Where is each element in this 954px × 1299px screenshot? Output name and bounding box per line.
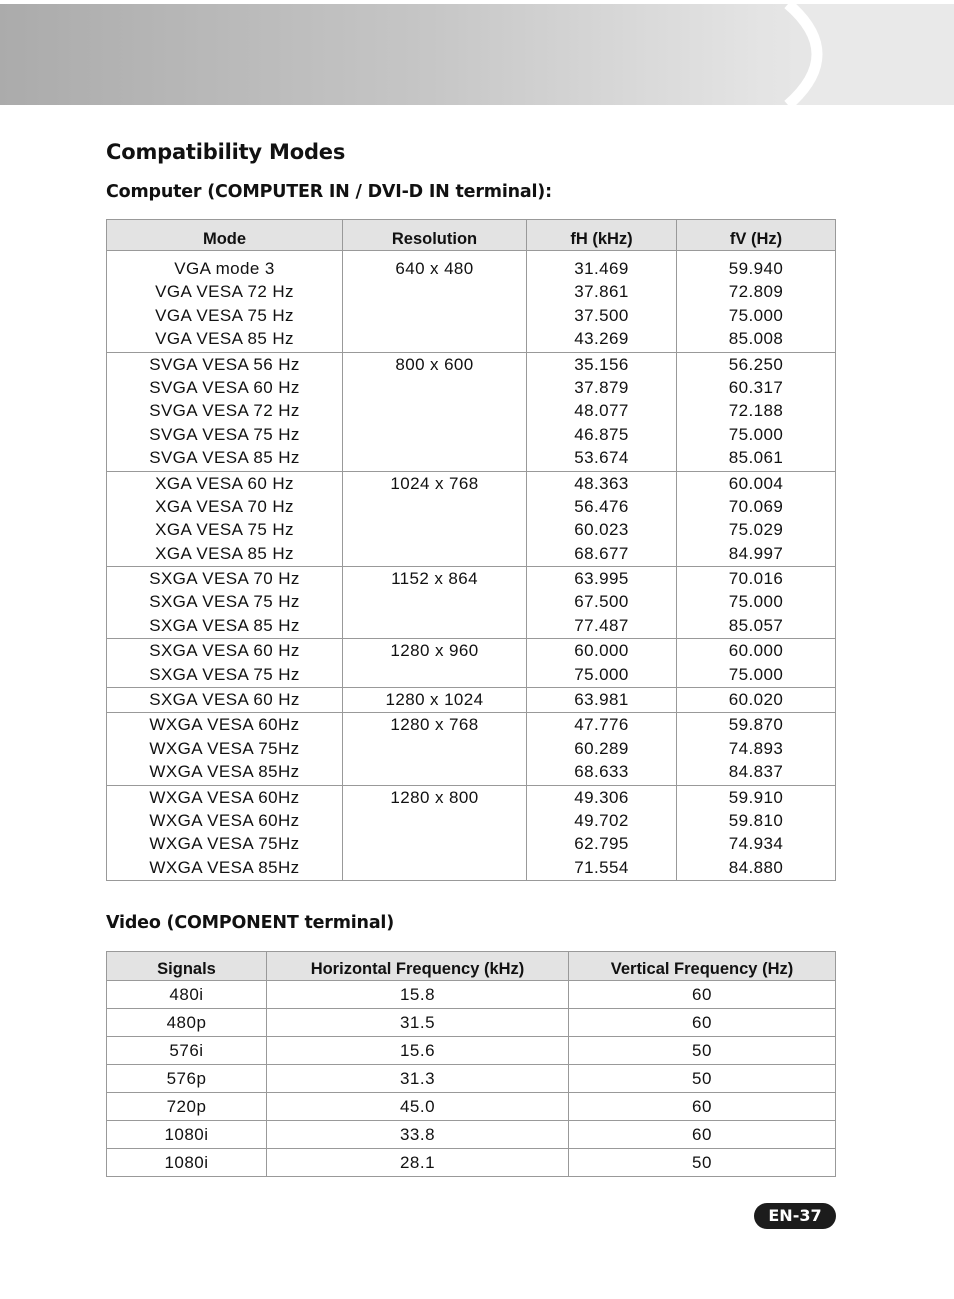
resolution-cell — [343, 471, 527, 567]
mode-label: WXGA VESA 60Hz — [149, 715, 300, 735]
fh-value: 67.500 — [574, 592, 629, 612]
fv-cell — [677, 567, 836, 639]
horizontal-frequency-cell: 31.5 — [267, 1009, 569, 1037]
column-header-signals: Signals — [107, 952, 267, 981]
mode-cell — [107, 639, 343, 688]
resolution-value: 640 x 480 — [395, 259, 474, 278]
fv-value: 85.008 — [728, 329, 784, 349]
table-header-row — [107, 952, 836, 981]
table-row — [107, 1009, 836, 1037]
fv-value: 75.000 — [728, 305, 784, 325]
fh-cell — [527, 352, 677, 471]
mode-cell — [107, 785, 343, 881]
fv-value: 75.029 — [728, 520, 784, 540]
signal-cell: 1080i — [107, 1149, 267, 1177]
resolution-cell — [343, 688, 527, 713]
computer-modes-table — [106, 219, 836, 881]
column-header-horizontal-frequency: Horizontal Frequency (kHz) — [267, 952, 569, 981]
mode-label: SXGA VESA 75 Hz — [149, 664, 300, 684]
fh-cell — [527, 785, 677, 881]
horizontal-frequency-cell: 15.8 — [267, 981, 569, 1009]
fv-value: 84.997 — [728, 543, 784, 563]
vertical-frequency-cell: 60 — [569, 1009, 836, 1037]
table-row — [107, 471, 836, 567]
video-section-heading: Video (COMPONENT terminal) — [106, 913, 395, 933]
signal-cell: 720p — [107, 1093, 267, 1121]
vertical-frequency-cell: 50 — [569, 1065, 836, 1093]
table-row — [107, 1093, 836, 1121]
mode-label: SVGA VESA 85 Hz — [149, 448, 300, 468]
resolution-value: 1024 x 768 — [390, 473, 479, 493]
fv-value: 75.000 — [728, 592, 784, 612]
mode-label: SXGA VESA 70 Hz — [149, 569, 300, 589]
signal-cell: 480i — [107, 981, 267, 1009]
mode-group — [107, 352, 836, 471]
fv-value: 72.188 — [728, 401, 784, 421]
mode-label: WXGA VESA 60Hz — [149, 810, 300, 830]
banner-arc-decoration — [0, 4, 954, 105]
mode-label: WXGA VESA 85Hz — [149, 762, 300, 782]
horizontal-frequency-cell: 28.1 — [267, 1149, 569, 1177]
fh-cell — [527, 639, 677, 688]
mode-label: WXGA VESA 75Hz — [149, 834, 300, 854]
fh-value: 47.776 — [574, 715, 629, 735]
table-row — [107, 1037, 836, 1065]
fv-cell — [677, 688, 836, 713]
mode-label: XGA VESA 85 Hz — [155, 543, 294, 563]
fv-cell — [677, 713, 836, 785]
fh-value: 75.000 — [574, 664, 629, 684]
mode-label: VGA VESA 72 Hz — [155, 282, 294, 302]
fv-cell — [677, 639, 836, 688]
mode-cell — [107, 471, 343, 567]
fh-value: 48.363 — [574, 473, 629, 493]
fv-value: 84.837 — [728, 762, 784, 782]
table-row — [107, 567, 836, 639]
mode-label: SXGA VESA 60 Hz — [149, 690, 300, 710]
vertical-frequency-cell: 60 — [569, 1093, 836, 1121]
fv-value: 75.000 — [728, 664, 784, 684]
fh-value: 49.306 — [574, 787, 629, 807]
fv-value: 70.069 — [728, 496, 784, 516]
fh-value: 35.156 — [574, 354, 629, 374]
fv-value: 72.809 — [728, 282, 784, 302]
fv-value: 74.934 — [728, 834, 784, 854]
mode-cell — [107, 251, 343, 353]
resolution-value: 1152 x 864 — [391, 569, 478, 589]
fh-value: 31.469 — [574, 259, 629, 278]
table-row — [107, 352, 836, 471]
fh-cell — [527, 713, 677, 785]
fh-value: 68.677 — [574, 543, 629, 563]
fh-value: 68.633 — [574, 762, 629, 782]
fh-value: 37.500 — [574, 305, 629, 325]
fv-value: 60.020 — [728, 690, 784, 710]
fv-value: 70.016 — [728, 569, 784, 589]
mode-label: VGA VESA 75 Hz — [155, 305, 294, 325]
computer-section-heading: Computer (COMPUTER IN / DVI-D IN terminal): — [106, 182, 552, 202]
page-number-badge: EN-37 — [754, 1203, 836, 1229]
column-header-mode: Mode — [107, 220, 343, 251]
fh-value: 56.476 — [574, 496, 629, 516]
fh-value: 43.269 — [574, 329, 629, 349]
mode-label: SVGA VESA 72 Hz — [149, 401, 300, 421]
mode-label: SVGA VESA 60 Hz — [149, 377, 300, 397]
fv-value: 84.880 — [728, 857, 784, 877]
fh-value: 53.674 — [574, 448, 629, 468]
mode-label: SXGA VESA 75 Hz — [149, 592, 300, 612]
header-banner — [0, 4, 954, 105]
resolution-value: 1280 x 768 — [390, 715, 479, 735]
mode-group — [107, 251, 836, 353]
fh-value: 77.487 — [574, 615, 629, 635]
fv-cell — [677, 785, 836, 881]
mode-label: SXGA VESA 85 Hz — [149, 615, 300, 635]
video-signals-table — [106, 951, 836, 1177]
fh-cell — [527, 471, 677, 567]
mode-label: SVGA VESA 56 Hz — [149, 354, 300, 374]
mode-group — [107, 688, 836, 713]
resolution-cell — [343, 352, 527, 471]
fv-value: 85.057 — [728, 615, 784, 635]
mode-group — [107, 785, 836, 881]
horizontal-frequency-cell: 33.8 — [267, 1121, 569, 1149]
mode-label: XGA VESA 60 Hz — [155, 473, 294, 493]
vertical-frequency-cell: 50 — [569, 1149, 836, 1177]
table-row — [107, 1065, 836, 1093]
fh-value: 63.981 — [574, 690, 629, 710]
resolution-cell — [343, 567, 527, 639]
fv-value: 60.317 — [728, 377, 784, 397]
fh-value: 71.554 — [574, 857, 629, 877]
fh-value: 46.875 — [574, 424, 629, 444]
fv-cell — [677, 251, 836, 353]
resolution-cell — [343, 251, 527, 353]
fv-value: 60.000 — [728, 641, 784, 661]
horizontal-frequency-cell: 31.3 — [267, 1065, 569, 1093]
fv-value: 56.250 — [728, 354, 784, 374]
vertical-frequency-cell: 60 — [569, 1121, 836, 1149]
fh-value: 60.000 — [574, 641, 629, 661]
table-row — [107, 785, 836, 881]
fh-value: 48.077 — [574, 401, 629, 421]
mode-label: SXGA VESA 60 Hz — [149, 641, 300, 661]
resolution-cell — [343, 639, 527, 688]
horizontal-frequency-cell: 45.0 — [267, 1093, 569, 1121]
fv-value: 60.004 — [728, 473, 784, 493]
fv-value: 59.910 — [728, 787, 784, 807]
fv-value: 59.870 — [728, 715, 784, 735]
column-header-fh: fH (kHz) — [527, 220, 677, 251]
mode-cell — [107, 352, 343, 471]
resolution-cell — [343, 785, 527, 881]
table-row — [107, 1149, 836, 1177]
column-header-fv: fV (Hz) — [677, 220, 836, 251]
mode-label: XGA VESA 75 Hz — [155, 520, 294, 540]
mode-group — [107, 567, 836, 639]
vertical-frequency-cell: 50 — [569, 1037, 836, 1065]
resolution-value: 1280 x 800 — [390, 787, 479, 807]
table-row — [107, 688, 836, 713]
page-title: Compatibility Modes — [106, 140, 346, 164]
resolution-value: 1280 x 1024 — [385, 690, 484, 710]
resolution-cell — [343, 713, 527, 785]
table-row — [107, 713, 836, 785]
mode-cell — [107, 567, 343, 639]
fh-cell — [527, 688, 677, 713]
fv-value: 59.940 — [728, 259, 784, 278]
fh-value: 63.995 — [574, 569, 629, 589]
mode-label: WXGA VESA 60Hz — [149, 787, 300, 807]
table-row — [107, 1121, 836, 1149]
fh-value: 60.289 — [574, 738, 629, 758]
fv-cell — [677, 471, 836, 567]
mode-group — [107, 639, 836, 688]
fv-value: 75.000 — [728, 424, 784, 444]
mode-group — [107, 471, 836, 567]
mode-label: VGA VESA 85 Hz — [155, 329, 294, 349]
horizontal-frequency-cell: 15.6 — [267, 1037, 569, 1065]
column-header-resolution: Resolution — [343, 220, 527, 251]
table-header-row — [107, 220, 836, 251]
table-row — [107, 639, 836, 688]
fh-cell — [527, 567, 677, 639]
mode-group — [107, 713, 836, 785]
resolution-value: 800 x 600 — [395, 354, 474, 374]
mode-label: XGA VESA 70 Hz — [155, 496, 294, 516]
signal-cell: 1080i — [107, 1121, 267, 1149]
fv-value: 59.810 — [728, 810, 784, 830]
fh-cell — [527, 251, 677, 353]
resolution-value: 1280 x 960 — [390, 641, 479, 661]
fv-cell — [677, 352, 836, 471]
vertical-frequency-cell: 60 — [569, 981, 836, 1009]
fh-value: 62.795 — [574, 834, 629, 854]
mode-cell — [107, 713, 343, 785]
signal-cell: 480p — [107, 1009, 267, 1037]
mode-cell — [107, 688, 343, 713]
signal-cell: 576i — [107, 1037, 267, 1065]
fv-value: 74.893 — [728, 738, 784, 758]
fh-value: 37.861 — [574, 282, 629, 302]
fh-value: 60.023 — [574, 520, 629, 540]
table-row — [107, 251, 836, 353]
fh-value: 37.879 — [574, 377, 629, 397]
fv-value: 85.061 — [728, 448, 784, 468]
mode-label: WXGA VESA 75Hz — [149, 738, 300, 758]
fh-value: 49.702 — [574, 810, 629, 830]
mode-label: WXGA VESA 85Hz — [149, 857, 300, 877]
column-header-vertical-frequency: Vertical Frequency (Hz) — [569, 952, 836, 981]
mode-label: VGA mode 3 — [174, 259, 275, 278]
signal-cell: 576p — [107, 1065, 267, 1093]
mode-label: SVGA VESA 75 Hz — [149, 424, 300, 444]
table-row — [107, 981, 836, 1009]
